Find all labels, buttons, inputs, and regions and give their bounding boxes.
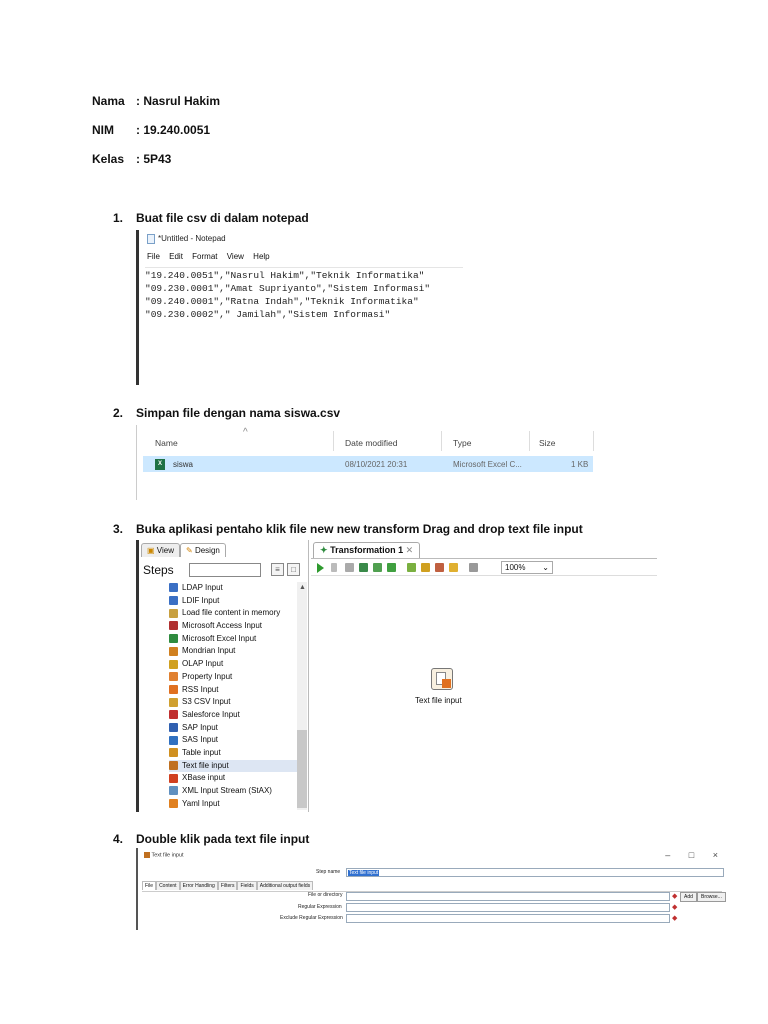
step-item-ldap-input[interactable] bbox=[169, 582, 299, 595]
step-4-text: Double klik pada text file input bbox=[136, 832, 310, 846]
column-size[interactable]: Size bbox=[539, 438, 556, 448]
step-3-text: Buka aplikasi pentaho klik file new new transform Drag and drop text file input bbox=[136, 522, 583, 536]
pause-icon[interactable] bbox=[331, 563, 337, 572]
file-directory-label: File or directory bbox=[308, 892, 343, 898]
tab-additional-output[interactable]: Additional output fields bbox=[257, 881, 313, 890]
notepad-menu-format[interactable]: Format bbox=[192, 252, 218, 261]
notepad-line: "19.240.0051","Nasrul Hakim","Teknik Informatika" bbox=[145, 270, 425, 281]
notepad-line: "09.240.0001","Ratna Indah","Teknik Informatika" bbox=[145, 296, 419, 307]
step-item-text-file-input[interactable] bbox=[169, 760, 299, 773]
debug-icon[interactable] bbox=[373, 563, 382, 572]
stop-icon[interactable] bbox=[345, 563, 354, 572]
step-item-xml-input-stream[interactable] bbox=[169, 785, 299, 798]
s3-icon bbox=[169, 698, 178, 707]
step-item-label: XBase input bbox=[182, 773, 226, 783]
step-item-access-input[interactable] bbox=[169, 620, 299, 633]
preview-icon[interactable] bbox=[359, 563, 368, 572]
column-type[interactable]: Type bbox=[453, 438, 472, 448]
text-file-icon bbox=[144, 852, 150, 858]
tab-file[interactable]: File bbox=[142, 881, 156, 890]
add-button[interactable]: Add bbox=[680, 892, 697, 902]
notepad-title-bar bbox=[147, 234, 226, 244]
step-item-s3-csv-input[interactable] bbox=[169, 696, 299, 709]
file-name: siswa bbox=[173, 460, 194, 469]
load-file-icon bbox=[169, 609, 178, 618]
panel-tabs bbox=[141, 543, 226, 559]
tab-design[interactable] bbox=[180, 543, 226, 557]
step-item-label: Microsoft Access Input bbox=[182, 621, 263, 631]
step-4-number: 4. bbox=[113, 832, 124, 846]
column-divider bbox=[593, 431, 594, 451]
zoom-select[interactable] bbox=[501, 561, 553, 574]
nim-value: : 19.240.0051 bbox=[136, 123, 211, 137]
browse-button[interactable]: Browse... bbox=[697, 892, 726, 902]
text-file-input-step-icon[interactable] bbox=[431, 668, 453, 690]
text-file-icon bbox=[169, 761, 178, 770]
step-name-value: Text file input bbox=[349, 870, 379, 876]
notepad-screenshot bbox=[136, 230, 462, 385]
property-icon bbox=[169, 672, 178, 681]
variable-icon: ◆ bbox=[672, 904, 678, 911]
maximize-button[interactable]: □ bbox=[688, 850, 695, 860]
tab-filters[interactable]: Filters bbox=[218, 881, 238, 890]
file-directory-input[interactable] bbox=[346, 892, 670, 901]
explore-db-icon[interactable] bbox=[449, 563, 458, 572]
transformation-panel bbox=[311, 540, 657, 812]
replay-icon[interactable] bbox=[387, 563, 396, 572]
column-date-modified[interactable]: Date modified bbox=[345, 438, 398, 448]
tab-view[interactable] bbox=[141, 543, 180, 557]
tab-design-label: Design bbox=[194, 546, 220, 555]
design-pencil-icon: ✎ bbox=[186, 546, 193, 555]
sas-icon bbox=[169, 736, 178, 745]
column-name[interactable]: Name bbox=[155, 438, 178, 448]
step-item-label: S3 CSV Input bbox=[182, 697, 231, 707]
step-item-property-input[interactable] bbox=[169, 671, 299, 684]
step-item-mondrian-input[interactable] bbox=[169, 645, 299, 658]
xml-icon bbox=[169, 786, 178, 795]
notepad-line: "09.230.0002"," Jamilah","Sistem Informasi" bbox=[145, 309, 391, 320]
step-name-label: Step name bbox=[316, 869, 341, 875]
run-icon[interactable] bbox=[317, 563, 324, 573]
step-item-label: SAP Input bbox=[182, 722, 218, 732]
steps-scroll-thumb[interactable] bbox=[297, 730, 307, 808]
table-icon bbox=[169, 748, 178, 757]
tab-content[interactable]: Content bbox=[156, 881, 180, 890]
step-2-text: Simpan file dengan nama siswa.csv bbox=[136, 406, 341, 420]
regex-label: Regular Expression bbox=[298, 904, 342, 910]
xbase-icon bbox=[169, 774, 178, 783]
file-date: 08/10/2021 20:31 bbox=[345, 460, 408, 469]
step-item-label: XML Input Stream (StAX) bbox=[182, 786, 272, 795]
step-item-label: Mondrian Input bbox=[182, 646, 236, 656]
window-controls bbox=[649, 850, 718, 860]
transformation-icon: ✦ bbox=[320, 545, 328, 555]
kelas-value: : 5P43 bbox=[136, 152, 172, 166]
step-item-table-input[interactable] bbox=[169, 747, 299, 760]
step-item-sas-input[interactable] bbox=[169, 734, 299, 747]
dialog-tabs bbox=[142, 881, 313, 891]
variable-icon: ◆ bbox=[672, 915, 678, 922]
notepad-title: *Untitled - Notepad bbox=[158, 234, 226, 244]
minimize-button[interactable]: – bbox=[665, 850, 671, 860]
access-icon bbox=[169, 621, 178, 630]
steps-label: Steps bbox=[143, 563, 174, 577]
ldap-icon bbox=[169, 583, 178, 592]
grid-icon[interactable] bbox=[469, 563, 478, 572]
collapse-icon[interactable]: ≡ bbox=[271, 563, 284, 576]
step-item-salesforce-input[interactable] bbox=[169, 709, 299, 722]
olap-icon bbox=[169, 660, 178, 669]
step-item-label: Yaml Input bbox=[182, 798, 220, 808]
regex-input[interactable] bbox=[346, 903, 670, 912]
notepad-document-icon bbox=[147, 234, 155, 244]
file-type: Microsoft Excel C... bbox=[453, 460, 522, 469]
view-icon: ▣ bbox=[147, 546, 155, 555]
ldif-icon bbox=[169, 596, 178, 605]
chevron-down-icon: ⌄ bbox=[542, 563, 549, 572]
close-button[interactable]: × bbox=[712, 850, 718, 860]
verify-icon[interactable] bbox=[407, 563, 416, 572]
nim-label: NIM bbox=[92, 123, 114, 137]
dialog-title-bar bbox=[144, 852, 184, 858]
dialog-title: Text file input bbox=[151, 852, 184, 859]
sort-caret-icon: ^ bbox=[243, 427, 248, 438]
file-row-siswa[interactable] bbox=[143, 456, 593, 472]
column-divider bbox=[441, 431, 442, 451]
explorer-column-headers bbox=[137, 425, 673, 453]
excel-file-icon: X bbox=[155, 458, 165, 470]
step-item-olap-input[interactable] bbox=[169, 658, 299, 671]
step-item-label: LDAP Input bbox=[182, 583, 223, 592]
rss-icon bbox=[169, 685, 178, 694]
notepad-menu-edit[interactable]: Edit bbox=[169, 252, 183, 261]
step-1-text: Buat file csv di dalam notepad bbox=[136, 211, 309, 225]
zoom-value: 100% bbox=[505, 563, 526, 572]
yaml-icon bbox=[169, 799, 178, 808]
step-item-label: OLAP Input bbox=[182, 659, 224, 669]
notepad-menu-help[interactable]: Help bbox=[253, 252, 270, 261]
step-item-label: Microsoft Excel Input bbox=[182, 633, 257, 643]
notepad-line: "09.230.0001","Amat Supriyanto","Sistem Informasi" bbox=[145, 283, 431, 294]
impact-icon[interactable] bbox=[421, 563, 430, 572]
tab-error-handling[interactable]: Error Handling bbox=[180, 881, 218, 890]
steps-panel bbox=[139, 540, 309, 812]
exclude-regex-label: Exclude Regular Expression bbox=[280, 915, 343, 921]
sql-icon[interactable] bbox=[435, 563, 444, 572]
column-divider bbox=[529, 431, 530, 451]
excel-icon bbox=[169, 634, 178, 643]
file-size: 1 KB bbox=[571, 460, 589, 469]
nama-label: Nama bbox=[92, 94, 125, 108]
step-item-xbase-input[interactable] bbox=[169, 772, 299, 785]
tab-transformation[interactable] bbox=[313, 542, 420, 558]
step-item-label: SAS Input bbox=[182, 735, 219, 745]
pentaho-screenshot bbox=[136, 540, 654, 812]
scroll-up-icon[interactable]: ▲ bbox=[299, 584, 306, 591]
step-item-label: Table input bbox=[182, 747, 221, 757]
sap-icon bbox=[169, 723, 178, 732]
step-name-input[interactable] bbox=[346, 868, 724, 877]
step-item-rss-input[interactable] bbox=[169, 684, 299, 697]
variable-icon: ◆ bbox=[672, 893, 678, 900]
step-item-label: Property Input bbox=[182, 671, 233, 681]
steps-search-input[interactable] bbox=[189, 563, 261, 577]
step-item-label: Salesforce Input bbox=[182, 709, 240, 719]
step-3-number: 3. bbox=[113, 522, 124, 536]
step-item-label: Text file input bbox=[182, 760, 229, 770]
step-item-load-file-content[interactable] bbox=[169, 607, 299, 620]
tab-fields[interactable]: Fields bbox=[237, 881, 256, 890]
column-divider bbox=[333, 431, 334, 451]
step-1-number: 1. bbox=[113, 211, 124, 225]
step-item-label: Load file content in memory bbox=[182, 608, 281, 618]
notepad-menu-file[interactable]: File bbox=[147, 252, 160, 261]
salesforce-icon bbox=[169, 710, 178, 719]
notepad-text-area[interactable] bbox=[145, 267, 463, 321]
transformation-toolbar bbox=[311, 558, 657, 576]
mondrian-icon bbox=[169, 647, 178, 656]
step-item-label: RSS Input bbox=[182, 684, 219, 694]
step-item-ldif-input[interactable] bbox=[169, 595, 299, 608]
notepad-menu-bar bbox=[147, 252, 277, 261]
close-tab-icon[interactable]: ✕ bbox=[405, 545, 414, 555]
tab-view-label: View bbox=[156, 546, 174, 555]
step-item-excel-input[interactable] bbox=[169, 633, 299, 646]
kelas-label: Kelas bbox=[92, 152, 125, 166]
step-list bbox=[169, 582, 299, 810]
expand-icon[interactable]: □ bbox=[287, 563, 300, 576]
text-file-input-dialog bbox=[136, 848, 726, 930]
notepad-menu-view[interactable]: View bbox=[226, 252, 244, 261]
step-item-yaml-input[interactable] bbox=[169, 798, 299, 811]
step-2-number: 2. bbox=[113, 406, 124, 420]
canvas-step-label: Text file input bbox=[415, 696, 462, 705]
step-item-sap-input[interactable] bbox=[169, 722, 299, 735]
step-item-label: LDIF Input bbox=[182, 595, 220, 605]
file-explorer-screenshot bbox=[136, 425, 672, 500]
transformation-tab-label: Transformation 1 bbox=[330, 545, 404, 555]
nama-value: : Nasrul Hakim bbox=[136, 94, 221, 108]
exclude-regex-input[interactable] bbox=[346, 914, 670, 923]
